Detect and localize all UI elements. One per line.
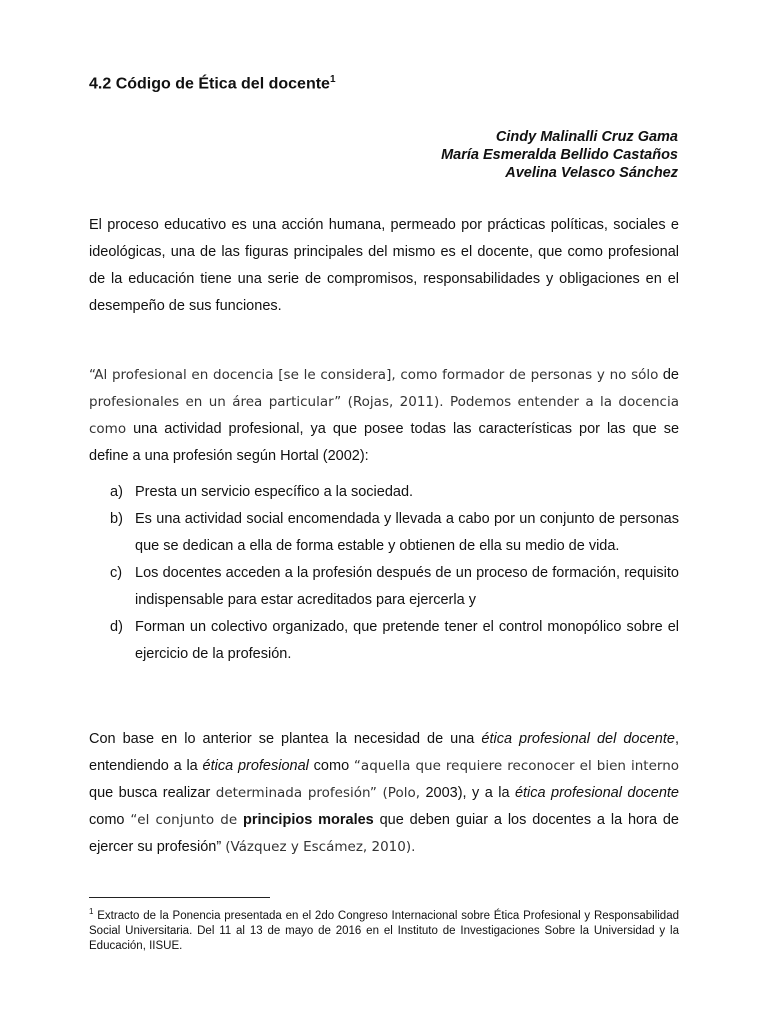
emphasis-text: ética profesional: [202, 758, 309, 774]
quote-paragraph: [89, 362, 679, 470]
footnote-text: Extracto de la Ponencia presentada en el 2do Congreso Internacional sobre Ética Profesional y Responsabilidad Social Universitaria. Del 11 al 13 de mayo de 2016 en el Instituto de Investigaciones Sobre la Universidad y la Educación, IISUE.: [89, 909, 679, 952]
final-text: como: [308, 758, 354, 774]
intro-paragraph: El proceso educativo es una acción humana, permeado por prácticas políticas, sociales e ideológicas, una de las figuras principales del mismo es el docente, que como profesional de la educación tiene una serie de compromisos, responsabilidades y obligaciones en el desempeño de sus funciones.: [89, 217, 679, 314]
footnote-divider: [89, 897, 270, 898]
quote-text: determinada profesión” (Polo,: [215, 785, 421, 801]
final-text: que deben guiar a los docentes a la hora de ejercer su profesión”: [89, 812, 679, 855]
author-name: María Esmeralda Bellido Castaños: [441, 147, 678, 163]
bold-text: principios morales: [242, 812, 374, 828]
list-marker: d): [110, 619, 123, 635]
list-item: [110, 614, 679, 668]
author-name: Avelina Velasco Sánchez: [505, 165, 678, 181]
quote-text: “aquella que requiere reconocer el bien interno: [353, 758, 680, 774]
list-item-text: Forman un colectivo organizado, que pretende tener el control monopólico sobre el ejercicio de la profesión.: [135, 619, 679, 662]
quote-text: “Al profesional en docencia [se le considera], como formador de personas y no sólo: [89, 367, 659, 383]
footnote: [89, 904, 679, 954]
footnote-mark: 1: [89, 907, 94, 916]
author-list: [441, 128, 678, 182]
final-text: como: [89, 812, 131, 828]
final-text: que busca realizar: [89, 785, 211, 801]
list-marker: b): [110, 511, 123, 527]
list-item: [110, 560, 679, 614]
characteristics-list: [110, 479, 679, 668]
list-item: [110, 479, 679, 506]
final-paragraph: [89, 726, 679, 861]
title-text: 4.2 Código de Ética del docente: [89, 75, 330, 93]
list-item: [110, 506, 679, 560]
final-text: , entendiendo a la: [89, 731, 679, 774]
final-text: Con base en lo anterior se plantea la necesidad de una: [89, 731, 482, 747]
list-marker: c): [110, 565, 123, 581]
quote-continuation: profesionales en un área particular” (Rojas, 2011). Podemos entender a la docencia como: [89, 394, 679, 437]
list-item-text: Presta un servicio específico a la sociedad.: [135, 484, 414, 500]
page-title: [89, 74, 336, 93]
citation-text: (Vázquez y Escámez, 2010).: [225, 839, 416, 855]
final-text: 2003), y a la: [425, 785, 515, 801]
list-item-text: Los docentes acceden a la profesión después de un proceso de formación, requisito indispensable para estar acreditados para ejercerla y: [135, 565, 679, 608]
quote-de: de: [662, 367, 679, 383]
author-name: Cindy Malinalli Cruz Gama: [495, 129, 678, 145]
quote-paragraph-rest: una actividad profesional, ya que posee todas las características por las que se define a una profesión según Hortal (2002):: [89, 421, 680, 464]
list-marker: a): [110, 484, 123, 500]
list-item-text: Es una actividad social encomendada y llevada a cabo por un conjunto de personas que se dedican a ella de forma estable y obtienen de ella su medio de vida.: [135, 511, 679, 554]
title-footnote-mark: 1: [329, 74, 336, 85]
emphasis-text: ética profesional del docente: [481, 731, 675, 747]
quote-text: “el conjunto de: [130, 812, 238, 828]
emphasis-text: ética profesional docente: [514, 785, 679, 801]
